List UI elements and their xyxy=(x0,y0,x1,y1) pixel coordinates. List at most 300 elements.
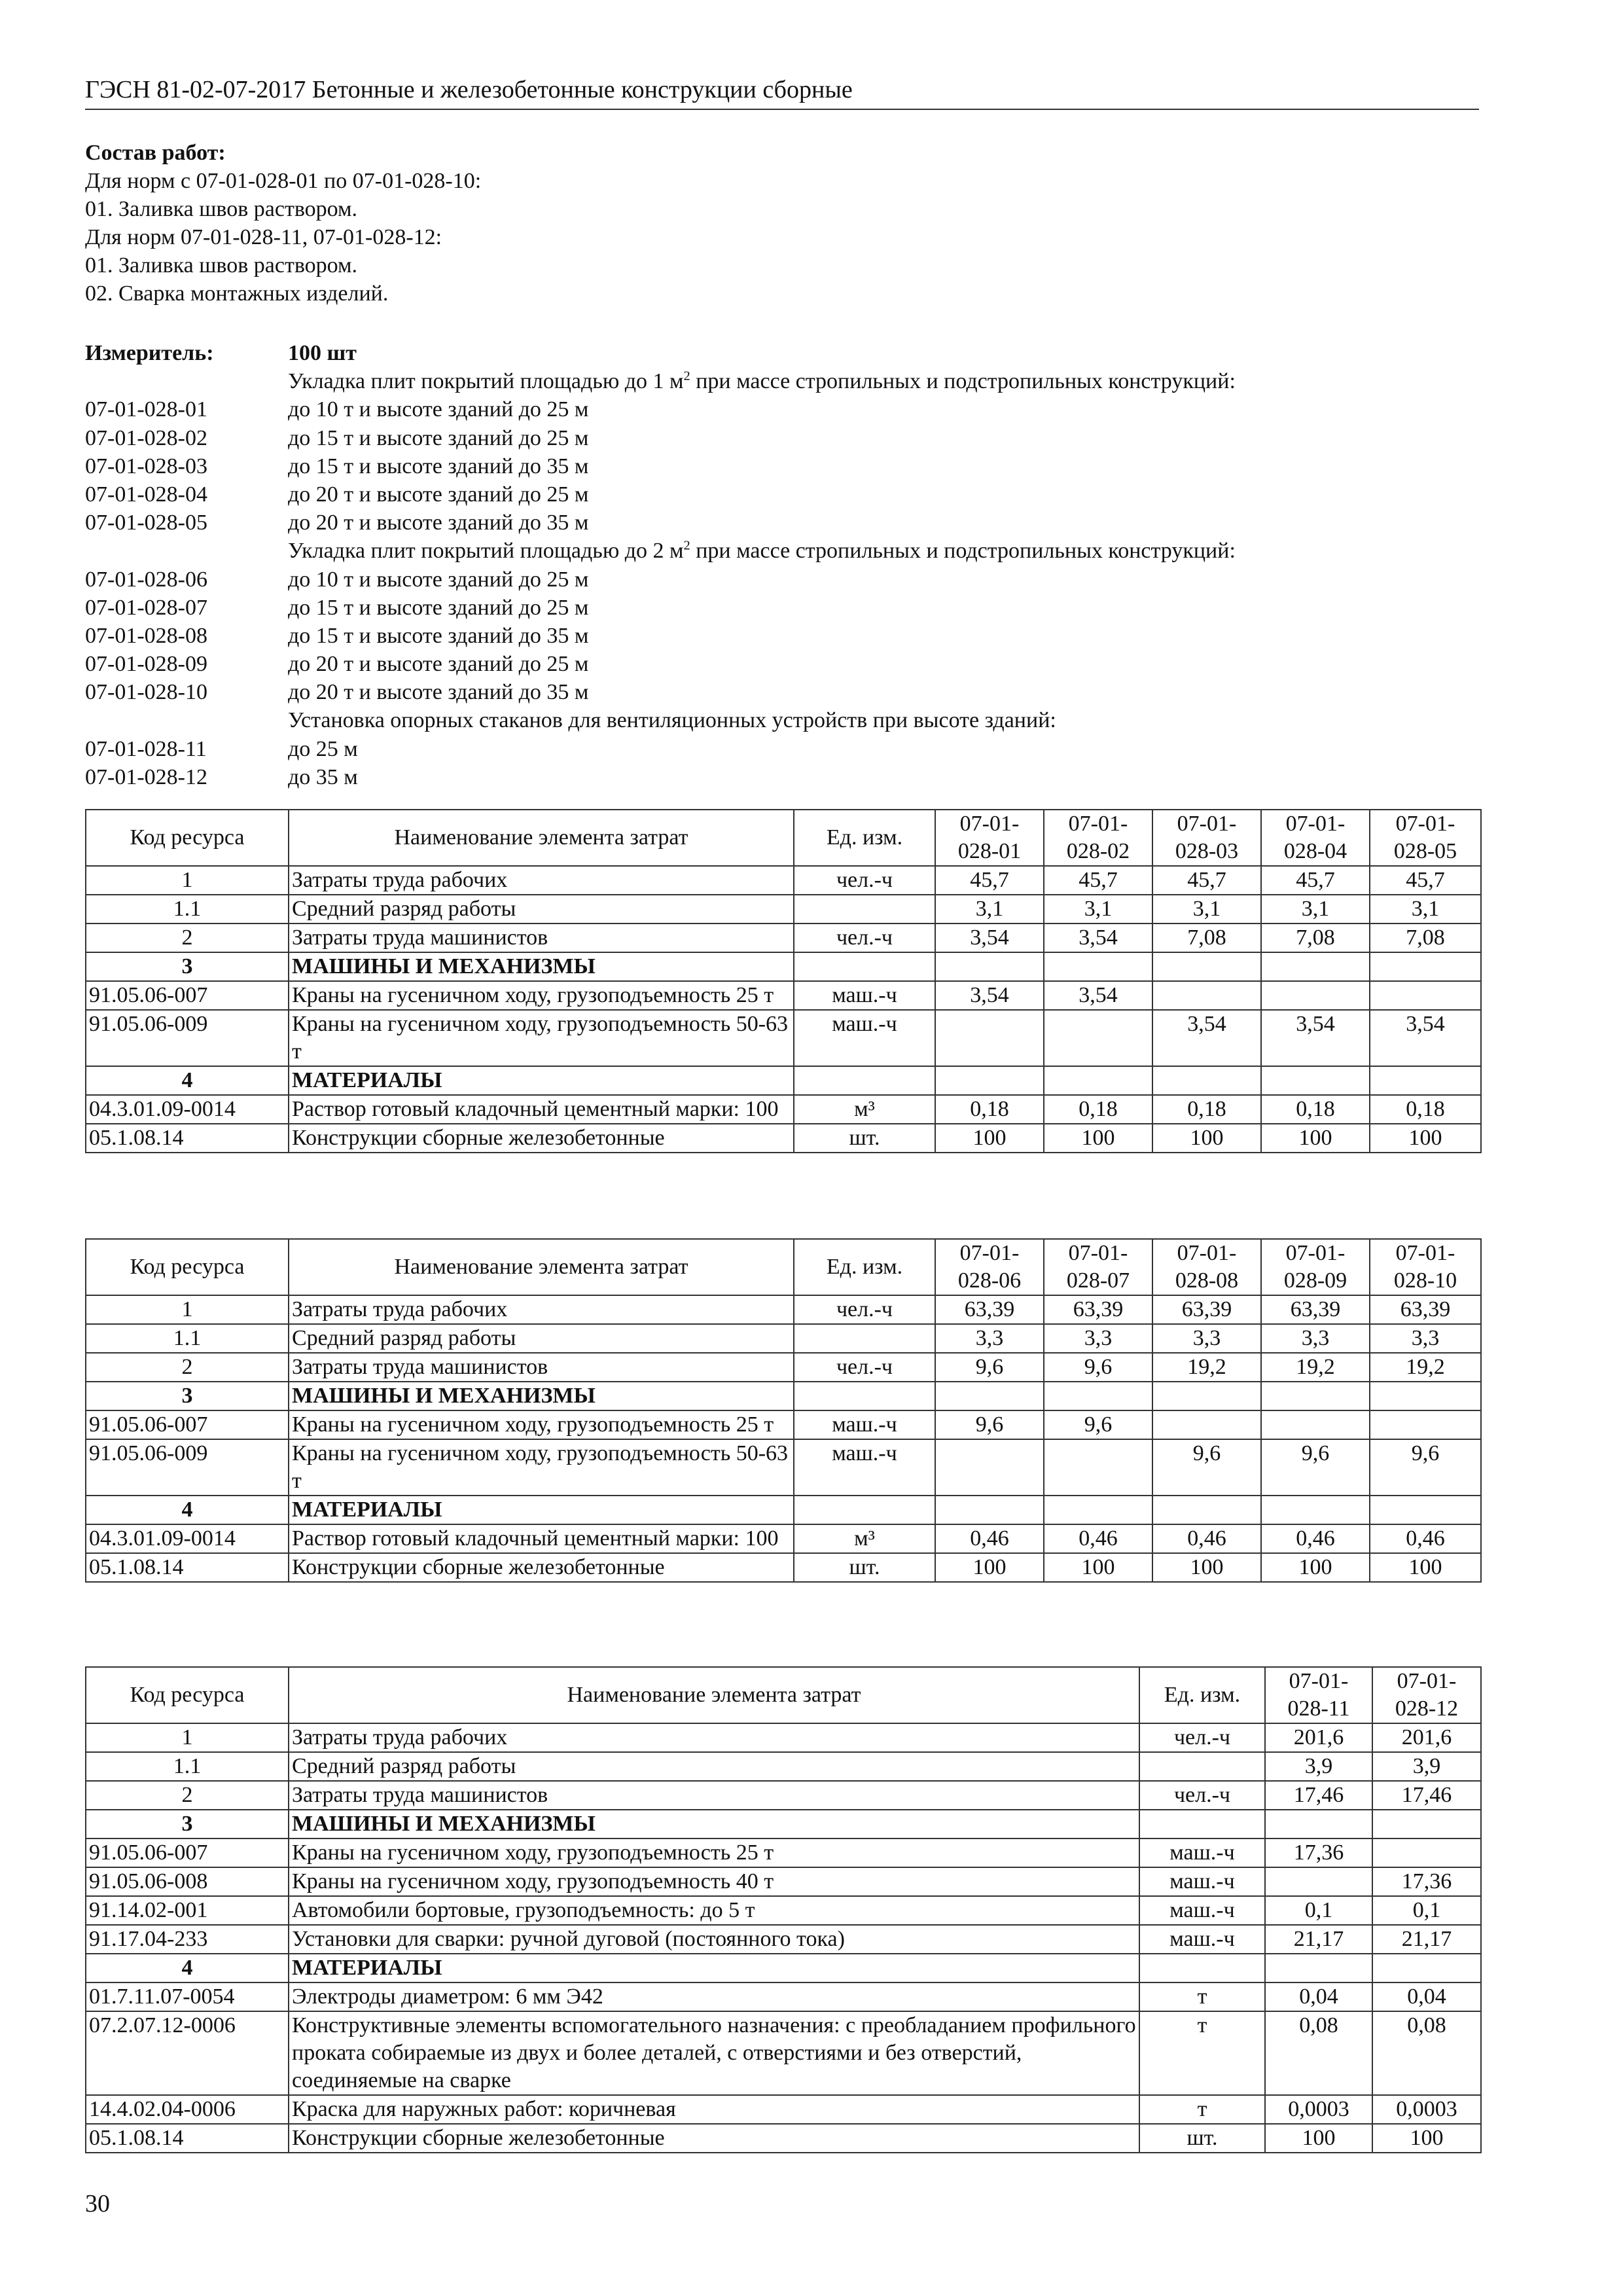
cell-value xyxy=(1372,1954,1481,1982)
cell-name: Затраты труда рабочих xyxy=(289,1723,1139,1752)
cell-value xyxy=(1044,1496,1152,1524)
header-name: Наименование элемента затрат xyxy=(289,1239,794,1295)
cell-value xyxy=(1261,981,1370,1010)
table-row xyxy=(86,1095,1481,1124)
cell-name: Раствор готовый кладочный цементный марки: 100 xyxy=(289,1524,794,1553)
cell-value xyxy=(1372,1810,1481,1839)
meter-value: 100 шт xyxy=(288,341,357,365)
norm-code: 07-01-028-10 xyxy=(85,680,207,705)
cell-value: 0,46 xyxy=(1152,1524,1261,1553)
table-row xyxy=(86,1439,1481,1496)
cell-value xyxy=(935,952,1044,981)
cell-value xyxy=(1370,1382,1481,1410)
cell-value xyxy=(935,1496,1044,1524)
section-row xyxy=(86,952,1481,981)
norm-text: до 20 т и высоте зданий до 25 м xyxy=(288,482,589,507)
cell-value: 9,6 xyxy=(1370,1439,1481,1496)
cell-unit: чел.-ч xyxy=(1139,1723,1265,1752)
cell-value xyxy=(1261,1066,1370,1095)
header-norm-code: 07-01- 028-04 xyxy=(1261,810,1370,866)
norm-text: до 10 т и высоте зданий до 25 м xyxy=(288,567,589,592)
work-composition xyxy=(85,139,1479,308)
cell-value: 3,1 xyxy=(1370,895,1481,924)
cell-value: 3,1 xyxy=(1261,895,1370,924)
table-header-row xyxy=(86,1239,1481,1295)
header-unit: Ед. изм. xyxy=(794,1239,935,1295)
cell-unit: т xyxy=(1139,1982,1265,2011)
cell-code: 91.17.04-233 xyxy=(86,1925,289,1954)
cell-code: 04.3.01.09-0014 xyxy=(86,1524,289,1553)
cell-value: 0,1 xyxy=(1372,1896,1481,1925)
cell-unit: м³ xyxy=(794,1095,935,1124)
table-header-row xyxy=(86,1667,1481,1723)
page-number: 30 xyxy=(85,2190,110,2217)
cell-unit: шт. xyxy=(1139,2124,1265,2153)
cell-code: 2 xyxy=(86,924,289,952)
cell-name: Затраты труда машинистов xyxy=(289,1781,1139,1810)
norm-text: до 25 м xyxy=(288,736,358,761)
cell-value: 45,7 xyxy=(935,866,1044,895)
header-unit: Ед. изм. xyxy=(1139,1667,1265,1723)
norm-code: 07-01-028-05 xyxy=(85,511,207,535)
cell-code: 1 xyxy=(86,866,289,895)
cell-value: 9,6 xyxy=(1152,1439,1261,1496)
norm-row xyxy=(85,594,1479,622)
cell-name: Краны на гусеничном ходу, грузоподъемность 25 т xyxy=(289,1839,1139,1867)
cell-value: 9,6 xyxy=(935,1410,1044,1439)
cell-value: 100 xyxy=(1261,1553,1370,1582)
cell-name: МАТЕРИАЛЫ xyxy=(289,1496,794,1524)
norms-list xyxy=(85,339,1479,791)
cell-value: 17,46 xyxy=(1265,1781,1372,1810)
cell-value xyxy=(1372,1839,1481,1867)
cell-unit xyxy=(794,895,935,924)
cell-value: 3,54 xyxy=(1370,1010,1481,1066)
cell-value: 0,0003 xyxy=(1372,2095,1481,2124)
cell-code: 05.1.08.14 xyxy=(86,2124,289,2153)
norm-row xyxy=(85,763,1479,791)
cell-code: 91.05.06-007 xyxy=(86,1410,289,1439)
cell-value xyxy=(1370,1496,1481,1524)
table-row xyxy=(86,1723,1481,1752)
norm-text: до 15 т и высоте зданий до 35 м xyxy=(288,454,589,478)
norm-row xyxy=(85,480,1479,509)
cell-value xyxy=(1261,1496,1370,1524)
norm-code xyxy=(85,706,288,734)
cell-value: 0,46 xyxy=(1044,1524,1152,1553)
header-code: Код ресурса xyxy=(86,1239,289,1295)
cell-code: 14.4.02.04-0006 xyxy=(86,2095,289,2124)
cell-value: 9,6 xyxy=(1044,1410,1152,1439)
cell-value: 3,1 xyxy=(935,895,1044,924)
cell-name: Краны на гусеничном ходу, грузоподъемность 25 т xyxy=(289,981,794,1010)
norm-row xyxy=(85,424,1479,452)
norm-text: до 20 т и высоте зданий до 35 м xyxy=(288,511,589,535)
table-row xyxy=(86,1124,1481,1153)
cell-name: Затраты труда рабочих xyxy=(289,1295,794,1324)
cell-value: 100 xyxy=(1044,1124,1152,1153)
header-norm-code: 07-01- 028-08 xyxy=(1152,1239,1261,1295)
table-header-row xyxy=(86,810,1481,866)
header-name: Наименование элемента затрат xyxy=(289,1667,1139,1723)
cell-value: 45,7 xyxy=(1044,866,1152,895)
cell-name: Раствор готовый кладочный цементный марки: 100 xyxy=(289,1095,794,1124)
norm-row xyxy=(85,706,1479,734)
norm-text: до 20 т и высоте зданий до 25 м xyxy=(288,652,589,677)
norm-code: 07-01-028-02 xyxy=(85,425,207,450)
cell-value xyxy=(935,1382,1044,1410)
cell-code: 4 xyxy=(86,1066,289,1095)
cell-name: Установки для сварки: ручной дуговой (постоянного тока) xyxy=(289,1925,1139,1954)
table-row xyxy=(86,2011,1481,2095)
work-title: Состав работ: xyxy=(85,141,226,165)
cell-unit xyxy=(794,1382,935,1410)
cell-value: 3,54 xyxy=(935,924,1044,952)
table-row xyxy=(86,895,1481,924)
cell-value xyxy=(1261,1382,1370,1410)
header-norm-code: 07-01- 028-05 xyxy=(1370,810,1481,866)
header-name: Наименование элемента затрат xyxy=(289,810,794,866)
table-row xyxy=(86,1410,1481,1439)
cell-value: 201,6 xyxy=(1372,1723,1481,1752)
table-row xyxy=(86,1867,1481,1896)
cell-value xyxy=(1370,1066,1481,1095)
cell-name: МАШИНЫ И МЕХАНИЗМЫ xyxy=(289,1382,794,1410)
norm-row xyxy=(85,395,1479,423)
cell-code: 91.14.02-001 xyxy=(86,1896,289,1925)
table-row xyxy=(86,866,1481,895)
cell-code: 91.05.06-007 xyxy=(86,981,289,1010)
norm-code: 07-01-028-11 xyxy=(85,736,207,761)
norm-row xyxy=(85,735,1479,763)
cell-unit: маш.-ч xyxy=(1139,1896,1265,1925)
cell-name: МАТЕРИАЛЫ xyxy=(289,1954,1139,1982)
norm-row xyxy=(85,537,1479,565)
cell-value: 0,18 xyxy=(1261,1095,1370,1124)
norm-text: Укладка плит покрытий площадью до 1 $м^2$ при массе стропильных и подстропильных конструкций: xyxy=(288,368,1236,394)
norm-code: 07-01-028-08 xyxy=(85,623,207,648)
header-norm-code: 07-01- 028-10 xyxy=(1370,1239,1481,1295)
cell-value: 100 xyxy=(1261,1124,1370,1153)
work-line: 01. Заливка швов раствором. xyxy=(85,197,358,221)
cell-value xyxy=(1261,952,1370,981)
cell-value xyxy=(1261,1410,1370,1439)
cell-value: 7,08 xyxy=(1261,924,1370,952)
cell-unit: чел.-ч xyxy=(794,866,935,895)
norm-row xyxy=(85,650,1479,678)
cell-unit: чел.-ч xyxy=(794,1295,935,1324)
norm-row xyxy=(85,452,1479,480)
cell-value: 3,54 xyxy=(935,981,1044,1010)
cell-unit xyxy=(1139,1810,1265,1839)
cell-name: Электроды диаметром: 6 мм Э42 xyxy=(289,1982,1139,2011)
header-unit: Ед. изм. xyxy=(794,810,935,866)
cell-unit: т xyxy=(1139,2011,1265,2095)
norm-code: 07-01-028-12 xyxy=(85,764,207,789)
norm-row xyxy=(85,367,1479,395)
cell-unit: маш.-ч xyxy=(794,1410,935,1439)
cell-unit: маш.-ч xyxy=(1139,1867,1265,1896)
table-row xyxy=(86,1524,1481,1553)
table-row xyxy=(86,924,1481,952)
cell-code: 1.1 xyxy=(86,1324,289,1353)
header-norm-code: 07-01- 028-02 xyxy=(1044,810,1152,866)
cell-value: 3,1 xyxy=(1044,895,1152,924)
table-row xyxy=(86,1752,1481,1781)
cell-code: 05.1.08.14 xyxy=(86,1553,289,1582)
header-norm-code: 07-01- 028-01 xyxy=(935,810,1044,866)
cell-code: 91.05.06-009 xyxy=(86,1010,289,1066)
cell-value: 17,36 xyxy=(1265,1839,1372,1867)
cell-value: 0,08 xyxy=(1265,2011,1372,2095)
cell-unit: маш.-ч xyxy=(1139,1839,1265,1867)
cell-value: 3,9 xyxy=(1265,1752,1372,1781)
cell-name: МАТЕРИАЛЫ xyxy=(289,1066,794,1095)
norm-text: до 15 т и высоте зданий до 35 м xyxy=(288,623,589,648)
cell-code: 04.3.01.09-0014 xyxy=(86,1095,289,1124)
table-row xyxy=(86,1982,1481,2011)
cell-value: 0,18 xyxy=(1152,1095,1261,1124)
cell-name: Затраты труда машинистов xyxy=(289,1353,794,1382)
cell-name: Конструктивные элементы вспомогательного назначения: с преобладанием профильного проката собираемые из двух и более деталей, с отверстиями и без отверстий, соединяемые на сварке xyxy=(289,2011,1139,2095)
cell-value: 45,7 xyxy=(1152,866,1261,895)
cell-unit xyxy=(794,1066,935,1095)
table-row xyxy=(86,2095,1481,2124)
cell-value: 3,3 xyxy=(935,1324,1044,1353)
norm-text: до 35 м xyxy=(288,764,358,789)
cell-code: 4 xyxy=(86,1954,289,1982)
cell-value xyxy=(1152,1410,1261,1439)
cell-value: 0,18 xyxy=(1044,1095,1152,1124)
cell-value: 19,2 xyxy=(1370,1353,1481,1382)
header-norm-code: 07-01- 028-12 xyxy=(1372,1667,1481,1723)
cell-value: 3,3 xyxy=(1261,1324,1370,1353)
section-row xyxy=(86,1382,1481,1410)
cell-code: 91.05.06-008 xyxy=(86,1867,289,1896)
cell-value xyxy=(935,1010,1044,1066)
cell-value xyxy=(1152,952,1261,981)
cell-unit xyxy=(1139,1954,1265,1982)
table-row xyxy=(86,1839,1481,1867)
norm-row xyxy=(85,565,1479,594)
cell-value xyxy=(935,1439,1044,1496)
work-line: Для норм 07-01-028-11, 07-01-028-12: xyxy=(85,225,442,249)
cell-name: МАШИНЫ И МЕХАНИЗМЫ xyxy=(289,952,794,981)
cell-value: 0,0003 xyxy=(1265,2095,1372,2124)
cell-name: Затраты труда рабочих xyxy=(289,866,794,895)
cell-value xyxy=(1044,1066,1152,1095)
cell-value: 0,46 xyxy=(1370,1524,1481,1553)
norm-code: 07-01-028-04 xyxy=(85,482,207,507)
table-row xyxy=(86,1553,1481,1582)
norm-code: 07-01-028-06 xyxy=(85,567,207,592)
cell-value: 3,3 xyxy=(1370,1324,1481,1353)
cell-value: 100 xyxy=(1152,1124,1261,1153)
cell-value: 0,04 xyxy=(1265,1982,1372,2011)
cell-name: Конструкции сборные железобетонные xyxy=(289,1124,794,1153)
cell-name: Краны на гусеничном ходу, грузоподъемность 50-63 т xyxy=(289,1010,794,1066)
cell-value: 17,36 xyxy=(1372,1867,1481,1896)
cell-value: 3,54 xyxy=(1044,924,1152,952)
table-row xyxy=(86,1295,1481,1324)
cell-value xyxy=(1370,952,1481,981)
header-code: Код ресурса xyxy=(86,810,289,866)
cell-value: 3,54 xyxy=(1261,1010,1370,1066)
table-row xyxy=(86,1925,1481,1954)
cell-value xyxy=(1152,1066,1261,1095)
document-header: ГЭСН 81-02-07-2017 Бетонные и железобетонные конструкции сборные xyxy=(85,73,1479,110)
table-row xyxy=(86,1896,1481,1925)
cell-name: Средний разряд работы xyxy=(289,1752,1139,1781)
cell-value: 0,46 xyxy=(1261,1524,1370,1553)
cell-value xyxy=(1152,1382,1261,1410)
cell-value: 0,18 xyxy=(935,1095,1044,1124)
cell-unit xyxy=(794,952,935,981)
cell-value: 0,46 xyxy=(935,1524,1044,1553)
norm-row xyxy=(85,509,1479,537)
cell-value: 7,08 xyxy=(1152,924,1261,952)
header-norm-code: 07-01- 028-11 xyxy=(1265,1667,1372,1723)
cell-value xyxy=(1044,1010,1152,1066)
table-row xyxy=(86,1010,1481,1066)
cell-value: 100 xyxy=(935,1553,1044,1582)
cell-code: 2 xyxy=(86,1781,289,1810)
cell-value: 63,39 xyxy=(1152,1295,1261,1324)
norm-code: 07-01-028-07 xyxy=(85,595,207,620)
cell-code: 91.05.06-007 xyxy=(86,1839,289,1867)
cell-name: Автомобили бортовые, грузоподъемность: до 5 т xyxy=(289,1896,1139,1925)
cell-unit: шт. xyxy=(794,1553,935,1582)
cell-code: 1 xyxy=(86,1295,289,1324)
cell-value xyxy=(935,1066,1044,1095)
cell-value xyxy=(1044,952,1152,981)
cell-unit: шт. xyxy=(794,1124,935,1153)
cell-value: 3,3 xyxy=(1044,1324,1152,1353)
cell-value: 63,39 xyxy=(1261,1295,1370,1324)
cell-value: 100 xyxy=(1370,1553,1481,1582)
work-line: 01. Заливка швов раствором. xyxy=(85,253,358,278)
cell-value: 63,39 xyxy=(935,1295,1044,1324)
cell-unit: чел.-ч xyxy=(794,924,935,952)
cell-name: Конструкции сборные железобетонные xyxy=(289,1553,794,1582)
cell-name: Краны на гусеничном ходу, грузоподъемность 50-63 т xyxy=(289,1439,794,1496)
cell-value: 201,6 xyxy=(1265,1723,1372,1752)
cell-unit: маш.-ч xyxy=(794,981,935,1010)
cell-value xyxy=(1152,1496,1261,1524)
table-row xyxy=(86,2124,1481,2153)
cell-value: 7,08 xyxy=(1370,924,1481,952)
resource-table-3 xyxy=(85,1666,1482,2153)
work-line: 02. Сварка монтажных изделий. xyxy=(85,281,389,306)
cell-value: 100 xyxy=(1370,1124,1481,1153)
cell-name: Конструкции сборные железобетонные xyxy=(289,2124,1139,2153)
cell-code: 91.05.06-009 xyxy=(86,1439,289,1496)
norm-row xyxy=(85,678,1479,706)
cell-code: 3 xyxy=(86,1810,289,1839)
cell-code: 1.1 xyxy=(86,1752,289,1781)
cell-unit xyxy=(794,1496,935,1524)
cell-code: 1.1 xyxy=(86,895,289,924)
cell-value: 100 xyxy=(935,1124,1044,1153)
norm-code: 07-01-028-01 xyxy=(85,397,207,422)
table-row xyxy=(86,981,1481,1010)
header-norm-code: 07-01- 028-03 xyxy=(1152,810,1261,866)
cell-value: 3,54 xyxy=(1044,981,1152,1010)
cell-code: 4 xyxy=(86,1496,289,1524)
cell-value: 63,39 xyxy=(1044,1295,1152,1324)
cell-value xyxy=(1370,1410,1481,1439)
meter-label: Измеритель: xyxy=(85,341,214,365)
cell-name: Средний разряд работы xyxy=(289,895,794,924)
cell-value xyxy=(1265,1954,1372,1982)
cell-value: 100 xyxy=(1044,1553,1152,1582)
norm-row xyxy=(85,622,1479,650)
cell-value xyxy=(1152,981,1261,1010)
cell-value: 9,6 xyxy=(1261,1439,1370,1496)
cell-unit: чел.-ч xyxy=(794,1353,935,1382)
cell-value xyxy=(1044,1382,1152,1410)
cell-value: 0,08 xyxy=(1372,2011,1481,2095)
cell-code: 1 xyxy=(86,1723,289,1752)
meter-row xyxy=(85,339,1479,367)
norm-text: до 20 т и высоте зданий до 35 м xyxy=(288,680,589,705)
cell-value: 0,04 xyxy=(1372,1982,1481,2011)
cell-code: 01.7.11.07-0054 xyxy=(86,1982,289,2011)
cell-value: 19,2 xyxy=(1261,1353,1370,1382)
cell-code: 05.1.08.14 xyxy=(86,1124,289,1153)
table-row xyxy=(86,1781,1481,1810)
cell-value: 3,9 xyxy=(1372,1752,1481,1781)
cell-name: Затраты труда машинистов xyxy=(289,924,794,952)
cell-unit xyxy=(1139,1752,1265,1781)
cell-value: 19,2 xyxy=(1152,1353,1261,1382)
cell-value: 21,17 xyxy=(1265,1925,1372,1954)
cell-unit: чел.-ч xyxy=(1139,1781,1265,1810)
header-norm-code: 07-01- 028-06 xyxy=(935,1239,1044,1295)
cell-value: 45,7 xyxy=(1370,866,1481,895)
norm-text: Укладка плит покрытий площадью до 2 $м^2$ при массе стропильных и подстропильных конструкций: xyxy=(288,538,1236,564)
cell-value: 3,1 xyxy=(1152,895,1261,924)
cell-value: 0,18 xyxy=(1370,1095,1481,1124)
table-row xyxy=(86,1353,1481,1382)
resource-table-2 xyxy=(85,1238,1482,1583)
cell-code: 3 xyxy=(86,952,289,981)
cell-unit: маш.-ч xyxy=(794,1439,935,1496)
cell-code: 3 xyxy=(86,1382,289,1410)
cell-value: 17,46 xyxy=(1372,1781,1481,1810)
norm-code xyxy=(85,537,288,565)
header-code: Код ресурса xyxy=(86,1667,289,1723)
cell-value: 3,54 xyxy=(1152,1010,1261,1066)
cell-name: МАШИНЫ И МЕХАНИЗМЫ xyxy=(289,1810,1139,1839)
cell-name: Средний разряд работы xyxy=(289,1324,794,1353)
cell-name: Краска для наружных работ: коричневая xyxy=(289,2095,1139,2124)
work-line: Для норм с 07-01-028-01 по 07-01-028-10: xyxy=(85,169,482,193)
header-norm-code: 07-01- 028-09 xyxy=(1261,1239,1370,1295)
norm-code xyxy=(85,367,288,395)
cell-value: 100 xyxy=(1372,2124,1481,2153)
cell-value: 45,7 xyxy=(1261,866,1370,895)
cell-value xyxy=(1265,1810,1372,1839)
section-row xyxy=(86,1066,1481,1095)
cell-value: 100 xyxy=(1265,2124,1372,2153)
cell-value: 100 xyxy=(1152,1553,1261,1582)
norm-text: до 15 т и высоте зданий до 25 м xyxy=(288,425,589,450)
resource-table-1 xyxy=(85,809,1482,1153)
cell-value xyxy=(1044,1439,1152,1496)
cell-unit: т xyxy=(1139,2095,1265,2124)
section-row xyxy=(86,1496,1481,1524)
